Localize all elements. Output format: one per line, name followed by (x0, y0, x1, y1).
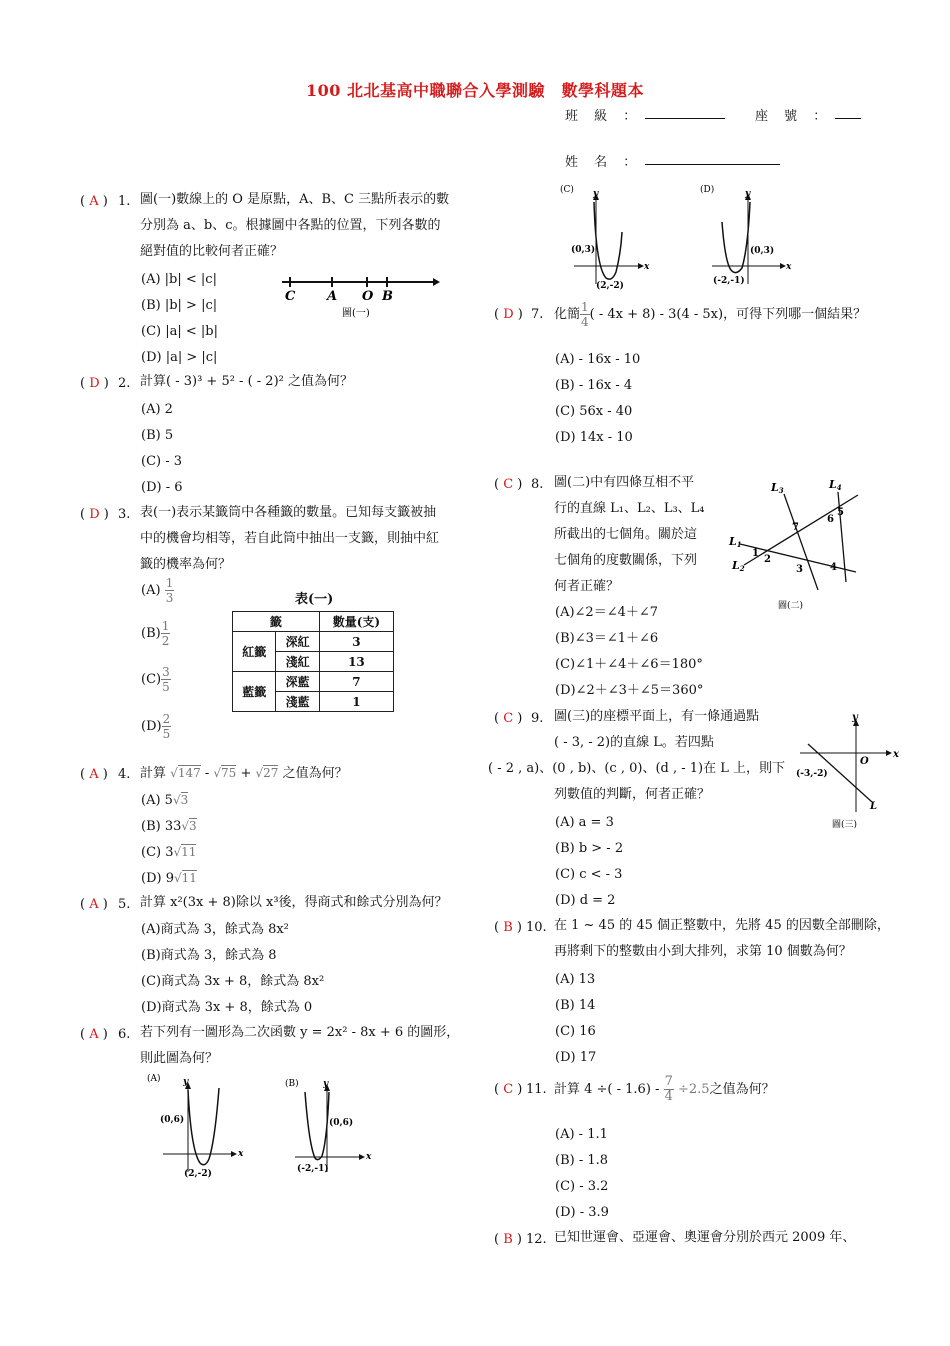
stem-line: 所截出的七個角。關於這 (554, 527, 698, 542)
answer-box: ( C ) (494, 477, 523, 492)
denominator: 3 (165, 591, 174, 605)
question-number: 7. (531, 307, 544, 322)
line-label: L1 (729, 535, 742, 549)
question-8-stem (554, 470, 705, 600)
point-label: A (327, 289, 338, 304)
question-4-stem: 計算 √147 - √75 + √27 之值為何？ (140, 766, 348, 781)
answer-box: ( A ) (80, 897, 108, 912)
fraction (664, 1075, 674, 1104)
stem-line: 再將剩下的整數由小到大排列，求第 10 個數為何？ (554, 944, 852, 959)
stem-text: 化簡 (554, 307, 581, 322)
angle-label: 5 (837, 507, 844, 518)
angle-label: 4 (830, 562, 837, 573)
answer-box: ( D ) (80, 507, 109, 522)
intercept-label: (0,3) (571, 245, 596, 255)
option-label: (B) (141, 626, 161, 641)
class-label: 班 級 ： (565, 109, 643, 124)
stem-line: 在 1 ~ 45 的 45 個正整數中，先將 45 的因數全部刪除， (554, 918, 890, 933)
radicand: 75 (221, 766, 237, 780)
axis-label: x (366, 1152, 372, 1162)
stem-line: 圖(二)中有四條互相不平 (554, 475, 695, 490)
denominator: 4 (581, 315, 589, 329)
option-a[interactable]: (A) 2 (141, 402, 173, 417)
stem-line: 圖(一)數線上的 O 是原點，A、B、C 三點所表示的數 (140, 192, 450, 207)
graph-option-d[interactable] (698, 182, 798, 297)
option-label: (A) 5 (141, 793, 173, 808)
parabola (722, 202, 750, 273)
name-field[interactable] (645, 150, 780, 165)
question-7-stem (554, 300, 866, 329)
option-label: (C) (141, 672, 162, 687)
fraction (162, 712, 172, 741)
option-b[interactable] (141, 619, 170, 648)
fraction (161, 665, 171, 694)
option-d[interactable]: (D) - 3.9 (555, 1205, 609, 1220)
number-line-figure (278, 270, 443, 325)
name-label: 姓 名 ： (565, 155, 643, 170)
page-title: 100 北北基高中職聯合入學測驗 數學科題本 (306, 81, 644, 100)
option-b[interactable]: (B) b > - 2 (555, 841, 624, 856)
option-d[interactable]: (D) - 6 (141, 480, 183, 495)
stem-line: 表(一)表示某籤筒中各種籤的數量。已知每支籤被抽 (140, 505, 437, 520)
answer-q7: D (503, 307, 514, 322)
axis-label: x (786, 262, 792, 272)
seat-label: 座 號 ： (755, 109, 833, 124)
arrow-icon (231, 1151, 237, 1157)
answer-q11: C (503, 1082, 514, 1097)
denominator: 4 (664, 1089, 673, 1104)
axis-label: y (745, 189, 751, 199)
numerator: 3 (162, 665, 170, 679)
option-a[interactable]: (A)∠2＝∠4＋∠7 (555, 605, 659, 620)
table-cell: 13 (319, 652, 393, 672)
option-label: (A) (141, 583, 161, 598)
seat-field[interactable] (835, 104, 861, 119)
question-2-stem: 計算( - 3)³ + 5² - ( - 2)² 之值為何？ (140, 374, 353, 389)
numerator: 1 (165, 576, 174, 590)
coordinate-figure (792, 710, 907, 835)
option-d[interactable]: (D)∠2＋∠3＋∠5＝360° (555, 683, 704, 698)
question-number: 2. (118, 376, 131, 391)
point-label: B (382, 289, 393, 304)
radical: √27 (255, 766, 279, 780)
stem-line: 分別為 a、b、c。根據圖中各點的位置，下列各數的 (140, 218, 441, 233)
radicand: 11 (181, 845, 197, 859)
option-b[interactable] (141, 816, 197, 837)
answer-box: ( D ) (80, 376, 109, 391)
option-b[interactable]: (B) 14 (555, 998, 596, 1013)
intercept-label: (0,3) (750, 246, 775, 256)
question-number: 4. (118, 767, 131, 782)
option-b[interactable]: (B)∠3＝∠1＋∠6 (555, 631, 659, 646)
radicand: 3 (189, 819, 197, 833)
point-label: C (285, 289, 296, 304)
question-9-stem-line: 圖(三)的座標平面上，有一條通過點 (554, 709, 760, 724)
radicand: 3 (180, 793, 189, 807)
axis-label: x (644, 262, 650, 272)
graph-tag: (D) (700, 185, 715, 195)
axis-label: x (238, 1149, 244, 1159)
table-cell: 深紅 (276, 632, 319, 652)
table-header: 數量(支) (319, 612, 393, 632)
numerator: 1 (581, 300, 589, 314)
answer-q1: A (89, 194, 99, 209)
question-number: 12. (526, 1232, 547, 1247)
vertex-label: (2,-2) (596, 281, 624, 291)
option-c[interactable]: (C) 56x - 40 (555, 404, 633, 419)
radicand: 11 (181, 871, 197, 885)
stem-line: 籤的機率為何？ (140, 557, 232, 572)
option-d[interactable]: (D) 17 (555, 1050, 597, 1065)
answer-box: ( B ) (494, 920, 522, 935)
radical: √11 (173, 845, 197, 859)
stem-line: 中的機會均相等，若自此筒中抽出一支籤，則抽中紅 (140, 531, 440, 546)
parabola (188, 1088, 219, 1165)
numerator: 2 (162, 712, 171, 726)
answer-box: ( A ) (80, 1027, 108, 1042)
answer-q10: B (503, 920, 513, 935)
option-c[interactable]: (C)商式為 3x + 8，餘式為 8x² (141, 974, 325, 989)
arrow-icon (359, 1154, 365, 1160)
answer-q12: B (503, 1232, 513, 1247)
option-d[interactable] (141, 712, 171, 741)
answer-box: ( C ) (494, 1082, 523, 1097)
option-c[interactable]: (C)∠1＋∠4＋∠6＝180° (555, 657, 703, 672)
line-label: L4 (829, 478, 842, 492)
option-d[interactable]: (D) d = 2 (555, 893, 616, 908)
axis-label: y (183, 1077, 189, 1087)
option-b[interactable]: (B)商式為 3，餘式為 8 (141, 948, 277, 963)
line-label: L3 (771, 481, 784, 495)
axis-label: y (323, 1079, 329, 1089)
option-b[interactable]: (B) |b| > |c| (141, 298, 218, 313)
denominator: 5 (162, 727, 171, 741)
table-group: 紅籤 (233, 632, 276, 672)
graph-tag: (B) (285, 1079, 299, 1089)
angle-label: 2 (764, 554, 771, 565)
axis-label: y (852, 712, 858, 723)
class-field[interactable] (645, 104, 725, 119)
stem-text: ( - 4x + 8) - 3(4 - 5x)，可得下列哪一個結果？ (589, 307, 867, 322)
question-9-stem-line: ( - 2 , a)、(0 , b)、(c , 0)、(d , - 1)在 L 上，則下 (488, 761, 786, 776)
option-a[interactable]: (A) - 1.1 (555, 1127, 608, 1142)
table-cell: 7 (319, 672, 393, 692)
question-number: 8. (531, 477, 544, 492)
option-d[interactable]: (D) |a| > |c| (141, 350, 218, 365)
four-lines-figure (726, 472, 861, 614)
question-10-stem (554, 913, 890, 965)
question-number: 9. (531, 711, 544, 726)
option-label: (B) 33 (141, 819, 182, 834)
angle-label: 7 (792, 522, 799, 533)
fraction (161, 619, 171, 648)
answer-q3: D (89, 507, 100, 522)
angle-label: 3 (796, 564, 803, 575)
point-label: O (362, 289, 374, 304)
stem-line: 七個角的度數關係，下列 (554, 553, 698, 568)
option-c[interactable]: (C) |a| < |b| (141, 324, 218, 339)
option-label: (C) 3 (141, 845, 174, 860)
graph-option-a[interactable] (145, 1070, 250, 1185)
option-d[interactable] (141, 868, 197, 889)
option-c[interactable]: (C) c < - 3 (555, 867, 623, 882)
question-11-stem (554, 1075, 775, 1104)
figure-caption: 圖(一) (342, 308, 370, 319)
table-header: 籤 (233, 612, 320, 632)
question-number: 10. (526, 920, 547, 935)
question-6-stem (140, 1020, 459, 1072)
table-cell: 1 (319, 692, 393, 712)
intercept-label: (0,6) (329, 1118, 354, 1128)
stem-text: 計算 (140, 766, 167, 781)
question-number: 3. (118, 507, 131, 522)
answer-q5: A (89, 897, 99, 912)
radicand: 147 (177, 766, 201, 780)
answer-q4: A (89, 767, 99, 782)
option-a[interactable]: (A) |b| < |c| (141, 272, 217, 287)
answer-q2: D (89, 376, 100, 391)
answer-box: ( B ) (494, 1232, 522, 1247)
graph-option-b[interactable] (283, 1070, 383, 1185)
radical: √11 (173, 871, 197, 885)
vertex-label: (-2,-1) (297, 1164, 329, 1174)
option-b[interactable]: (B) 5 (141, 428, 174, 443)
stem-line: 則此圖為何？ (140, 1051, 219, 1066)
denominator: 5 (162, 680, 170, 694)
option-c[interactable]: (C) - 3.2 (555, 1179, 609, 1194)
arrow-icon (886, 750, 892, 756)
option-c[interactable]: (C) 16 (555, 1024, 596, 1039)
parabola (305, 1092, 329, 1160)
question-1-stem (140, 187, 449, 265)
radicand: 27 (263, 766, 279, 780)
answer-box: ( A ) (80, 767, 108, 782)
radical: √3 (172, 793, 189, 807)
line-label: L2 (732, 559, 745, 573)
angle-label: 1 (752, 548, 759, 559)
lottery-table (232, 611, 394, 712)
denominator: 2 (161, 634, 170, 648)
question-12-stem: 已知世運會、亞運會、奧運會分別於西元 2009 年、 (554, 1230, 856, 1245)
answer-q6: A (89, 1027, 99, 1042)
fraction (165, 576, 175, 605)
answer-box: ( A ) (80, 194, 108, 209)
numerator: 7 (664, 1074, 673, 1089)
question-number: 5. (118, 897, 131, 912)
answer-box: ( D ) (494, 307, 523, 322)
option-a[interactable]: (A) a = 3 (555, 815, 614, 830)
stem-line: 行的直線 L₁、L₂、L₃、L₄ (554, 501, 705, 516)
option-c[interactable]: (C) - 3 (141, 454, 183, 469)
graph-tag: (A) (147, 1074, 161, 1084)
figure-caption: 圖(二) (778, 601, 804, 611)
line-label: L (870, 801, 878, 812)
option-label: (D) 9 (141, 871, 174, 886)
option-a[interactable]: (A)商式為 3，餘式為 8x² (141, 922, 289, 937)
answer-q9: C (503, 711, 514, 726)
vertex-label: (-2,-1) (713, 276, 745, 286)
radical: √147 (170, 766, 201, 780)
question-number: 1. (118, 194, 131, 209)
graph-option-c[interactable] (558, 182, 658, 297)
table-caption: 表(一) (295, 592, 334, 607)
numerator: 1 (161, 619, 170, 633)
fraction (580, 300, 590, 329)
question-number: 6. (118, 1027, 131, 1042)
intercept-label: (0,6) (160, 1115, 185, 1125)
axis-label: x (893, 749, 899, 760)
option-a[interactable] (141, 576, 174, 605)
table-cell: 淺藍 (276, 692, 319, 712)
radical: √75 (213, 766, 237, 780)
figure-caption: 圖(三) (832, 820, 858, 830)
option-c[interactable] (141, 665, 171, 694)
table-cell: 3 (319, 632, 393, 652)
question-5-stem: 計算 x²(3x + 8)除以 x³後，得商式和餘式分別為何？ (140, 895, 448, 910)
table-cell: 淺紅 (276, 652, 319, 672)
stem-line: 何者正確？ (554, 579, 620, 594)
option-b[interactable]: (B) - 1.8 (555, 1153, 609, 1168)
table-cell: 深藍 (276, 672, 319, 692)
option-b[interactable]: (B) - 16x - 4 (555, 378, 633, 393)
line-l3 (784, 494, 818, 590)
stem-line: 若下列有一圖形為二次函數 y = 2x² - 8x + 6 的圖形， (140, 1025, 460, 1040)
stem-text: 之值為何？ (709, 1082, 775, 1097)
stem-text: 之值為何？ (282, 766, 348, 781)
origin-label: O (860, 756, 869, 767)
answer-q8: C (503, 477, 514, 492)
radical: √3 (181, 819, 197, 833)
parabola (594, 202, 622, 279)
table-group: 藍籤 (233, 672, 276, 712)
axis-label: y (593, 189, 599, 199)
point-label: (-3,-2) (796, 769, 828, 779)
stem-text: 計算 4 ÷( - 1.6) - (554, 1082, 660, 1097)
question-9-stem-line: ( - 3, - 2)的直線 L。若四點 (554, 735, 714, 750)
stem-line: 絕對值的比較何者正確？ (140, 244, 284, 259)
option-label: (D) (141, 719, 162, 734)
option-d[interactable]: (D)商式為 3x + 8，餘式為 0 (141, 1000, 313, 1015)
option-a[interactable] (141, 790, 188, 811)
question-number: 11. (526, 1082, 547, 1097)
question-9-stem-line: 列數值的判斷，何者正確？ (554, 787, 711, 802)
answer-box: ( C ) (494, 711, 523, 726)
stem-text: ÷2.5 (678, 1082, 710, 1097)
arrow-icon (433, 278, 440, 286)
vertex-label: (2,-2) (184, 1169, 212, 1179)
option-a[interactable]: (A) - 16x - 10 (555, 352, 641, 367)
option-c[interactable] (141, 842, 196, 863)
graph-tag: (C) (560, 185, 574, 195)
option-a[interactable]: (A) 13 (555, 972, 596, 987)
question-3-stem (140, 500, 439, 578)
angle-label: 6 (827, 514, 834, 525)
option-d[interactable]: (D) 14x - 10 (555, 430, 633, 445)
